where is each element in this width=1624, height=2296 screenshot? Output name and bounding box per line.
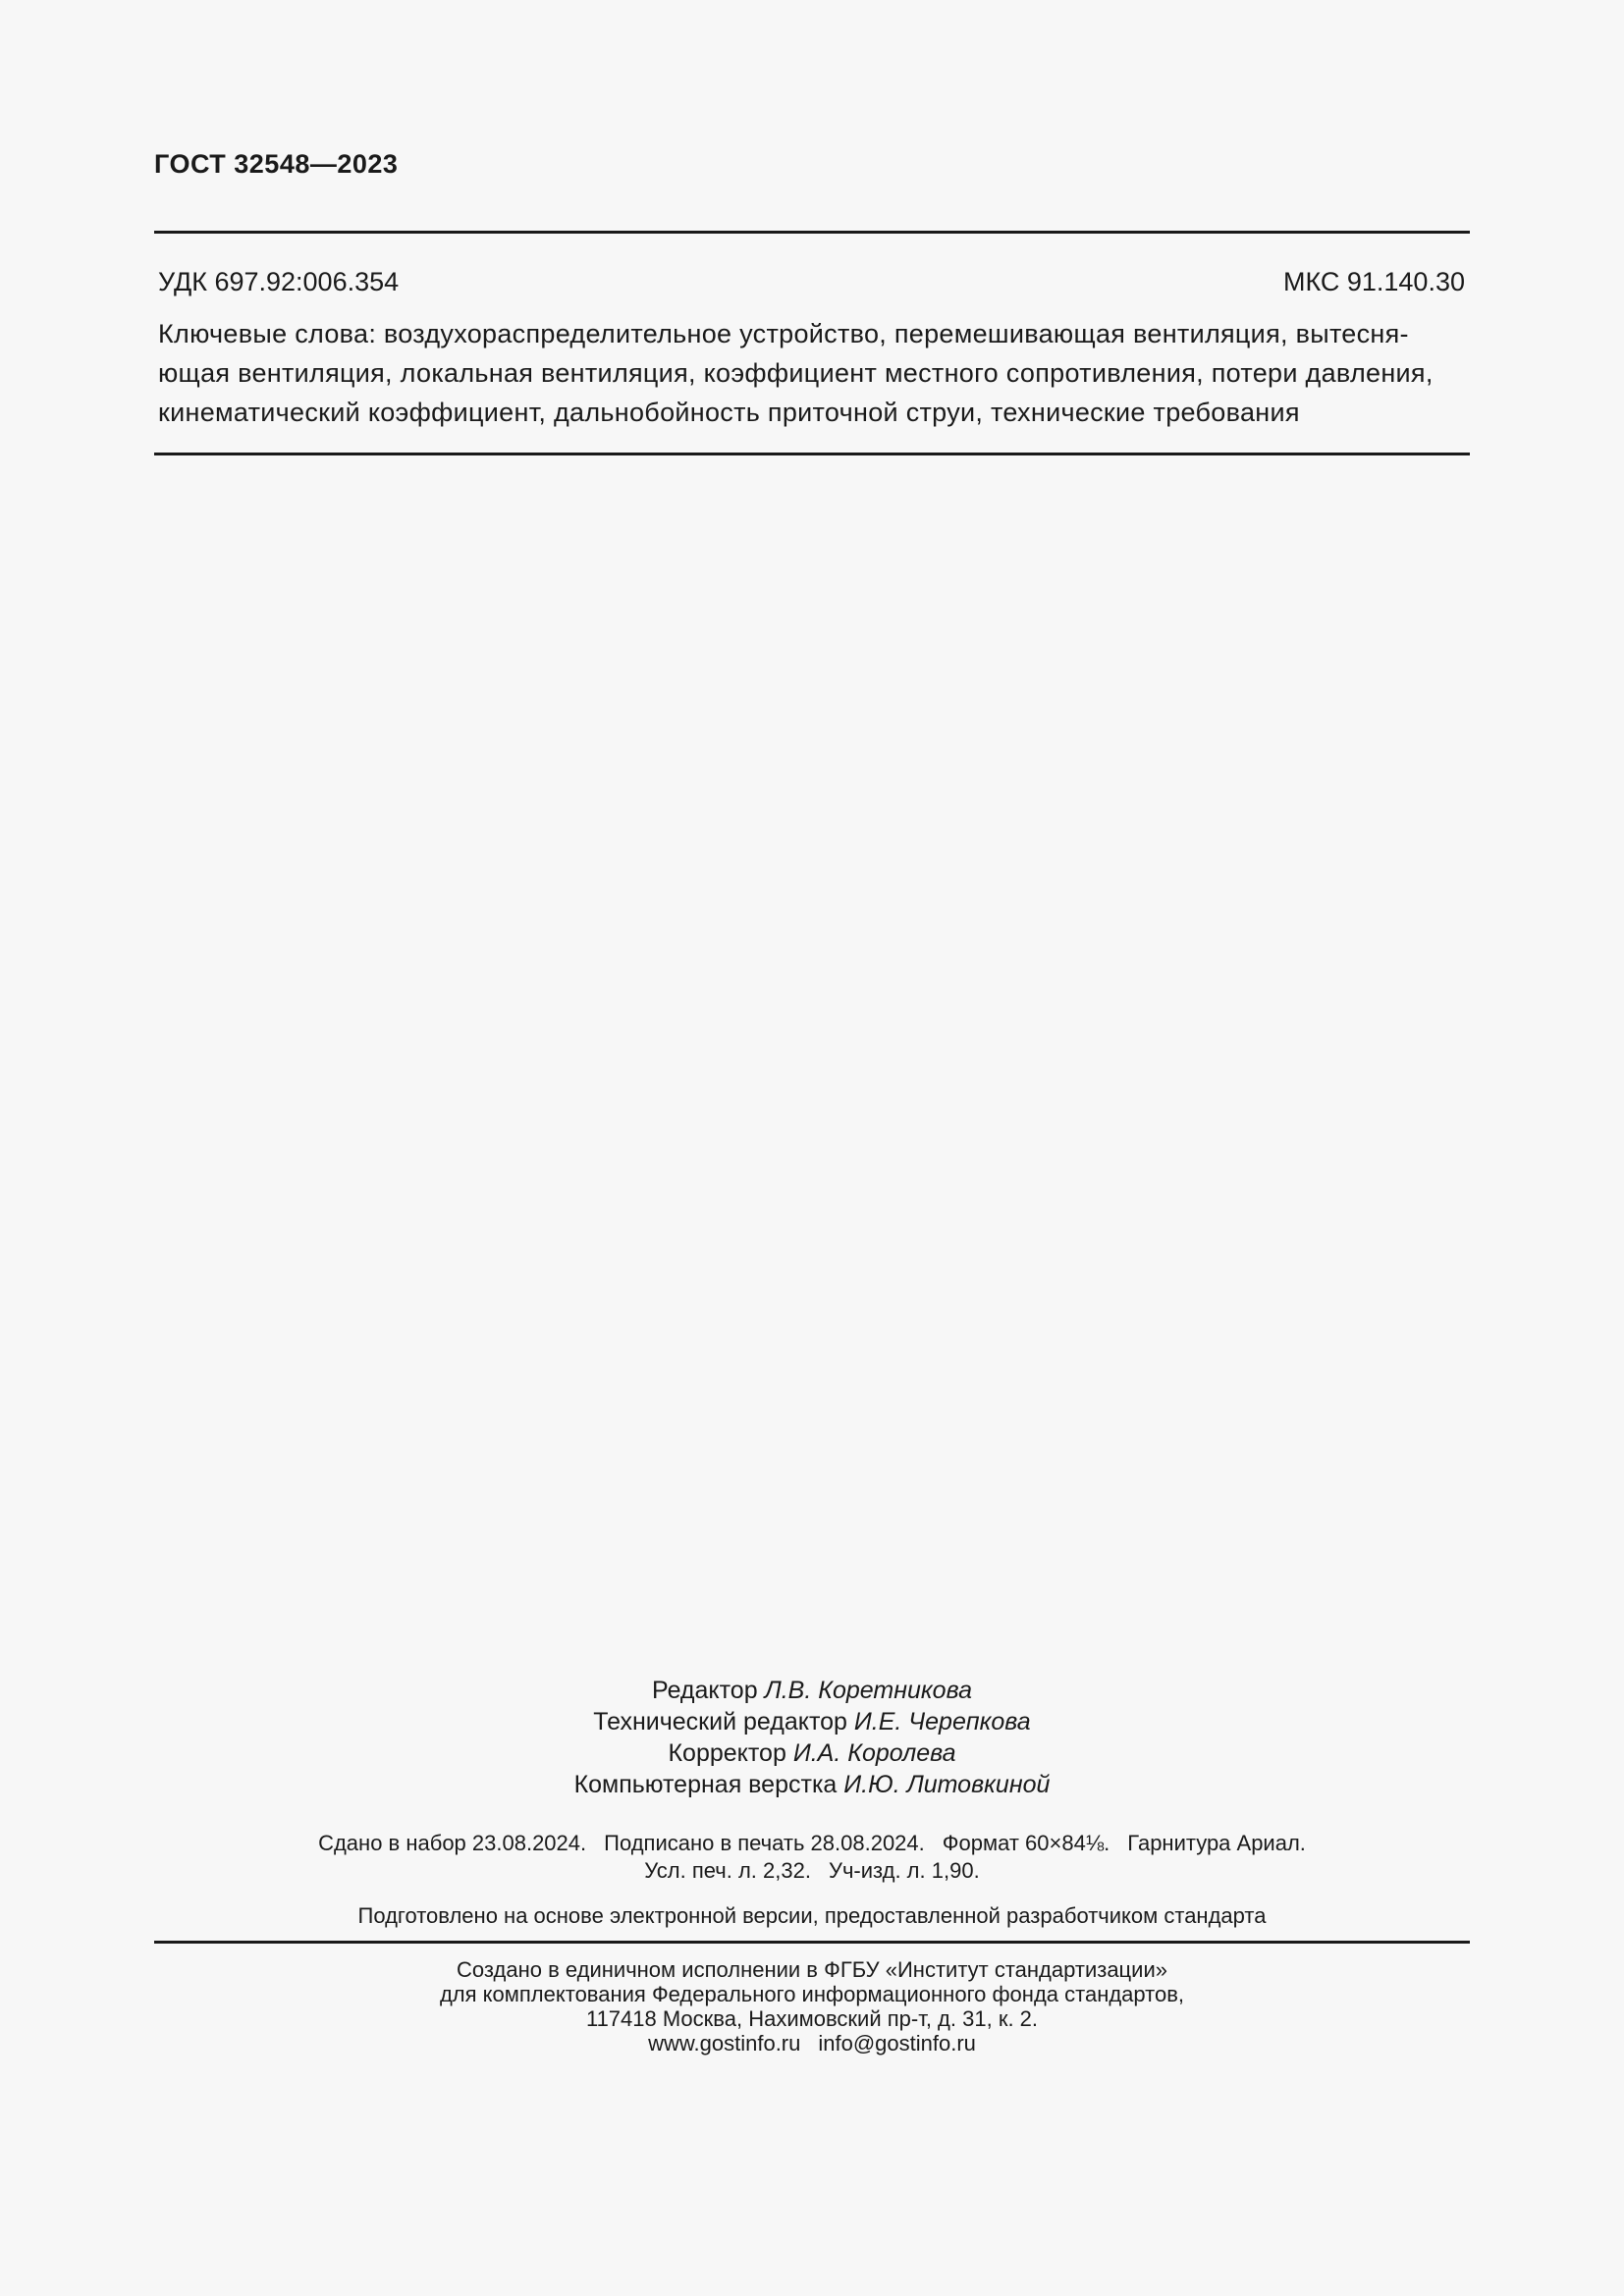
- typeface: Гарнитура Ариал.: [1127, 1831, 1306, 1855]
- credit-tech-editor: [0, 1706, 1624, 1737]
- credit-role: Компьютерная верстка: [573, 1771, 838, 1798]
- print-sheets: Усл. печ. л. 2,32.: [644, 1858, 811, 1883]
- credits-block: [0, 1675, 1624, 1800]
- top-divider: [154, 231, 1470, 234]
- email-link[interactable]: info@gostinfo.ru: [818, 2031, 976, 2056]
- footer-line: для комплектования Федерального информационного фонда стандартов,: [439, 1982, 1185, 2006]
- footer-contacts: [0, 2031, 1624, 2056]
- footer-divider: [154, 1941, 1470, 1944]
- paper-format: Формат 60×84⅛.: [942, 1831, 1110, 1855]
- credit-role: Редактор: [652, 1677, 758, 1704]
- publication-line: [0, 1857, 1624, 1885]
- publication-info: [0, 1830, 1624, 1885]
- prepared-note: Подготовлено на основе электронной версии, предоставленной разработчиком стандарта: [357, 1903, 1267, 1928]
- edit-sheets: Уч-изд. л. 1,90.: [828, 1858, 980, 1883]
- credit-layout: [0, 1769, 1624, 1800]
- publication-line: [0, 1830, 1624, 1857]
- credit-editor: [0, 1675, 1624, 1706]
- credit-role: Корректор: [668, 1739, 786, 1767]
- credit-name: Л.В. Коретникова: [764, 1677, 972, 1704]
- credit-name: И.Ю. Литовкиной: [843, 1771, 1051, 1798]
- footer-line: 117418 Москва, Нахимовский пр-т, д. 31, к. 2.: [585, 2006, 1039, 2031]
- footer-block: [0, 1957, 1624, 2056]
- credit-role: Технический редактор: [593, 1708, 847, 1735]
- keywords-divider: [154, 453, 1470, 455]
- keywords-line: Ключевые слова: воздухораспределительное устройство, перемешивающая вентиляция, вытесня-: [158, 319, 1409, 348]
- credit-corrector: [0, 1737, 1624, 1769]
- submitted-date: Сдано в набор 23.08.2024.: [318, 1831, 587, 1855]
- credit-name: И.А. Королева: [792, 1739, 956, 1767]
- signed-date: Подписано в печать 28.08.2024.: [604, 1831, 925, 1855]
- website-link[interactable]: www.gostinfo.ru: [648, 2031, 801, 2056]
- footer-line: Создано в единичном исполнении в ФГБУ «Институт стандартизации»: [457, 1957, 1167, 1982]
- keywords-line: кинематический коэффициент, дальнобойность приточной струи, технические требования: [158, 398, 1300, 427]
- udk-code: УДК 697.92:006.354: [158, 267, 400, 296]
- keywords-block: [158, 314, 1470, 432]
- keywords-line: ющая вентиляция, локальная вентиляция, коэффициент местного сопротивления, потери давления,: [158, 358, 1434, 388]
- document-code: ГОСТ 32548—2023: [154, 149, 399, 179]
- credit-name: И.Е. Черепкова: [853, 1708, 1031, 1735]
- mks-code: МКС 91.140.30: [1282, 267, 1465, 296]
